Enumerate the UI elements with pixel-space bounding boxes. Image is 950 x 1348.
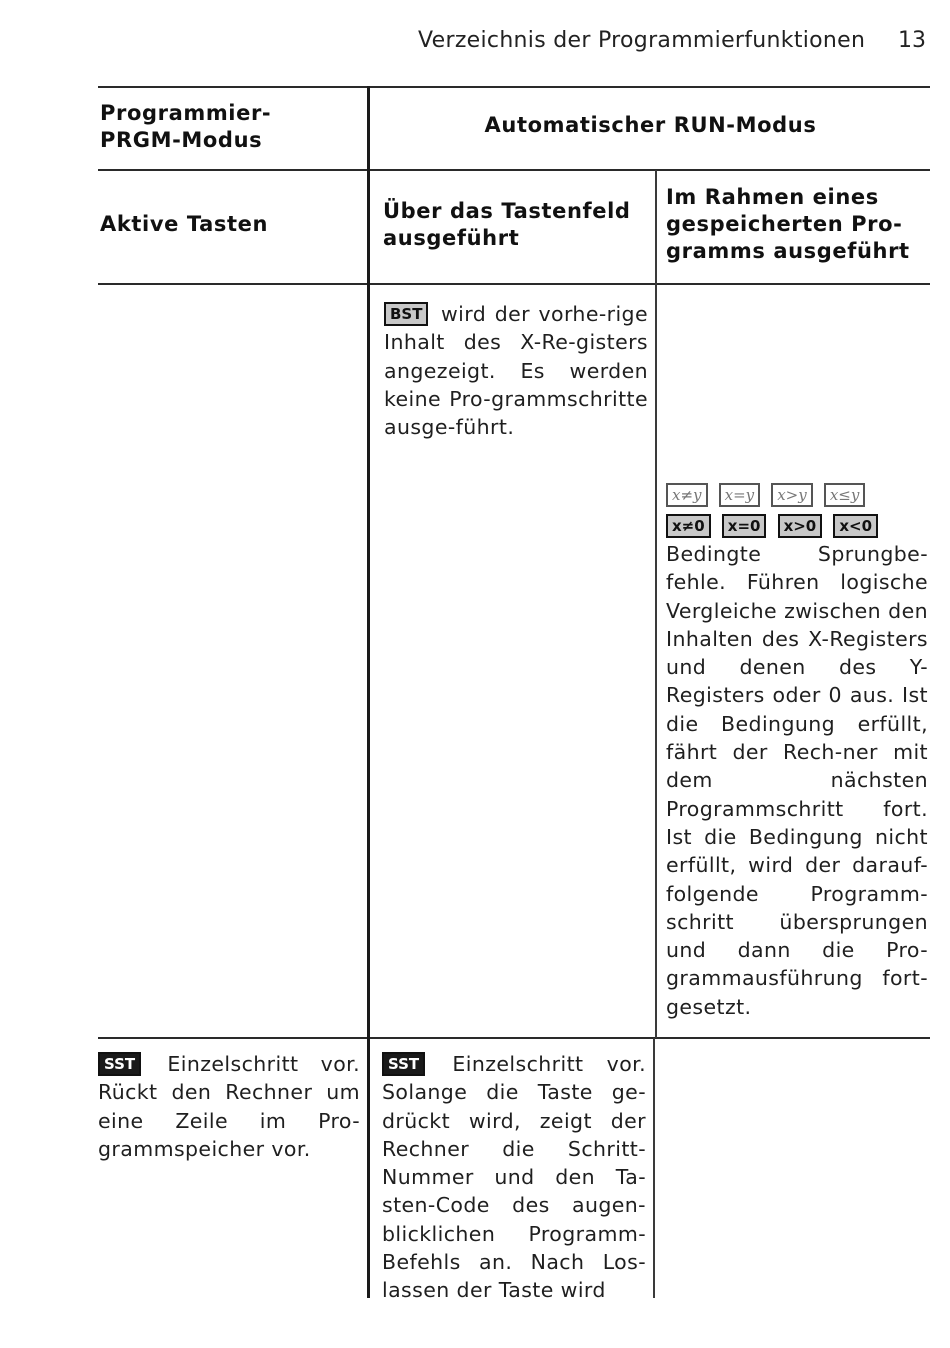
table-top-rule — [98, 86, 930, 88]
running-head: Verzeichnis der Programmierfunktionen — [418, 28, 866, 53]
program-executed-heading: Im Rahmen eines gespeicherten Pro-gramms ausgeführt — [666, 185, 910, 263]
bst-text: wird der vorhe-rige Inhalt des X-Re-gisters angezeigt. Es werden keine Pro-grammschritte ausge-führt. — [384, 302, 648, 440]
bst-description — [384, 300, 648, 441]
x-gt-0-key-icon: x>0 — [778, 514, 823, 538]
x-gt-y-key-icon: x>y — [771, 483, 813, 507]
row-divider — [98, 1037, 930, 1039]
subheader-rule — [98, 283, 930, 285]
active-keys-heading: Aktive Tasten — [100, 212, 269, 236]
sst-key-icon: SST — [98, 1052, 141, 1076]
sst-run-description — [382, 1050, 646, 1305]
sst-prgm-text: Einzelschritt vor. Rückt den Rechner um eine Zeile im Pro-grammspeicher vor. — [98, 1052, 360, 1161]
prgm-mode-heading: Programmier- PRGM-Modus — [100, 101, 272, 152]
x-ne-y-key-icon: x≠y — [666, 483, 708, 507]
x-lt-0-key-icon: x<0 — [833, 514, 878, 538]
column-divider-1 — [367, 86, 370, 1298]
sst-run-text: Einzelschritt vor. Solange die Taste ge-drückt wird, zeigt der Rechner die Schritt-Nummer und den Ta-sten-Code des augen-blicklichen Programm-Befehls an. Nach Los-lassen der Taste wird — [382, 1052, 646, 1303]
x-zero-comparison-keys — [666, 512, 930, 543]
x-ne-0-key-icon: x≠0 — [666, 514, 711, 538]
page-number: 13 — [898, 28, 926, 53]
header-rule — [98, 169, 930, 171]
sst-prgm-description — [98, 1050, 360, 1163]
column-divider-2-lower — [653, 1038, 655, 1298]
conditional-branch-description: Bedingte Sprungbe-fehle. Führen logische Vergleiche zwischen den Inhalten des X-Registers und denen des Y-Registers oder 0 aus. Ist die Bedingung erfüllt, fährt der Rech-ner mit dem nächsten Programmschritt fort. Ist die Bedingung nicht erfüllt, wird der darauf-folgende Programm-schritt übersprungen und dann die Pro-grammausführung fort-gesetzt. — [666, 542, 928, 1019]
x-le-y-key-icon: x≤y — [824, 483, 866, 507]
x-eq-y-key-icon: x=y — [719, 483, 761, 507]
bst-key-icon: BST — [384, 302, 428, 326]
x-eq-0-key-icon: x=0 — [722, 514, 767, 538]
keyboard-executed-heading: Über das Tastenfeld ausgeführt — [383, 199, 631, 250]
xy-comparison-keys — [666, 481, 930, 512]
sst-key-icon: SST — [382, 1052, 425, 1076]
column-divider-2 — [655, 170, 657, 1038]
conditional-keys — [666, 481, 930, 543]
run-mode-heading: Automatischer RUN-Modus — [484, 113, 817, 137]
